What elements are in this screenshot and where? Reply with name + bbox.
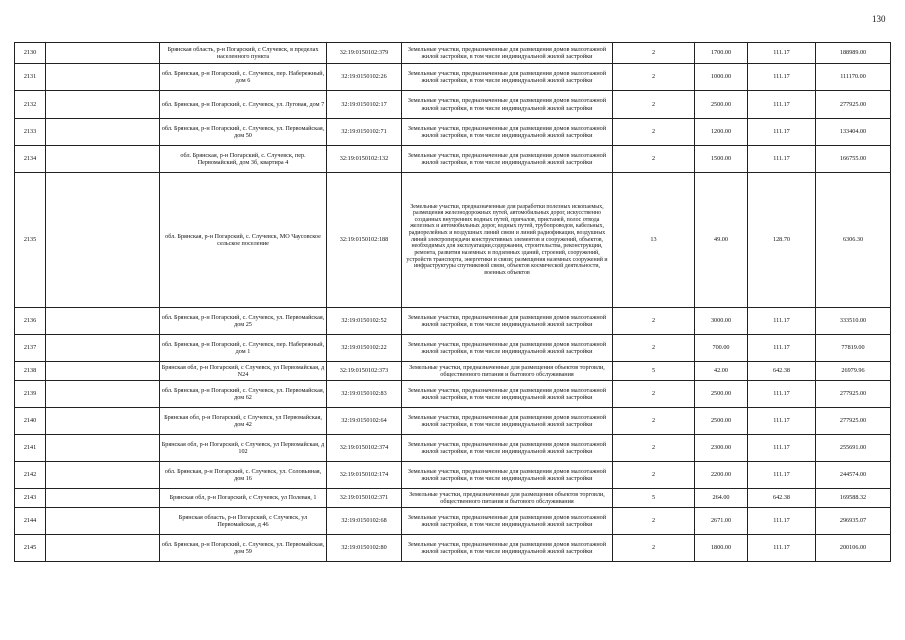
cadastral-value-cell: 244574.00: [816, 462, 891, 489]
cadastral-value-cell: 166755.00: [816, 146, 891, 173]
cadastral-value-cell: 133404.00: [816, 119, 891, 146]
use-group-cell: 2: [613, 308, 695, 335]
area-cell: 1500.00: [695, 146, 748, 173]
use-group-cell: 13: [613, 173, 695, 308]
rate-cell: 111.17: [748, 119, 816, 146]
row-number: 2138: [15, 362, 46, 381]
area-cell: 1000.00: [695, 64, 748, 91]
row-number: 2143: [15, 489, 46, 508]
cadastral-value-cell: 296935.07: [816, 508, 891, 535]
blank-cell: [46, 64, 160, 91]
cadastral-number-cell: 32:19:0150102:188: [327, 173, 402, 308]
blank-cell: [46, 335, 160, 362]
rate-cell: 111.17: [748, 91, 816, 119]
use-group-cell: 5: [613, 489, 695, 508]
area-cell: 2671.00: [695, 508, 748, 535]
blank-cell: [46, 43, 160, 64]
address-cell: обл. Брянская, р-н Погарский, с. Случевск, ул. Первомайская, дом 50: [160, 119, 327, 146]
rate-cell: 111.17: [748, 43, 816, 64]
table-row: [15, 489, 891, 508]
use-group-cell: 2: [613, 91, 695, 119]
address-cell: обл. Брянская, р-н Погарский, с. Случевск, ул. Луговая, дом 7: [160, 91, 327, 119]
cadastral-number-cell: 32:19:0150102:379: [327, 43, 402, 64]
address-cell: Брянская обл, р-н Погарский, с Случевск, ул Первомайская, дом 42: [160, 408, 327, 435]
area-cell: 2500.00: [695, 408, 748, 435]
cadastral-number-cell: 32:19:0150102:132: [327, 146, 402, 173]
table-row: [15, 146, 891, 173]
table-row: [15, 91, 891, 119]
row-number: 2133: [15, 119, 46, 146]
use-group-cell: 2: [613, 535, 695, 562]
address-cell: Брянская обл, р-н Погарский, с Случевск, ул Полевая, 1: [160, 489, 327, 508]
land-use-cell: Земельные участки, предназначенные для размещения объектов торговли, общественного питания и бытового обслуживания: [402, 489, 613, 508]
table-row: [15, 119, 891, 146]
cadastral-number-cell: 32:19:0150102:26: [327, 64, 402, 91]
rate-cell: 111.17: [748, 435, 816, 462]
land-use-cell: Земельные участки, предназначенные для размещения домов малоэтажной жилой застройки, в том числе индивидуальной жилой застройки: [402, 91, 613, 119]
cadastral-number-cell: 32:19:0150102:71: [327, 119, 402, 146]
rate-cell: 111.17: [748, 508, 816, 535]
table-row: [15, 173, 891, 308]
land-use-cell: Земельные участки, предназначенные для размещения домов малоэтажной жилой застройки, в том числе индивидуальной жилой застройки: [402, 408, 613, 435]
rate-cell: 111.17: [748, 64, 816, 91]
row-number: 2141: [15, 435, 46, 462]
land-use-cell: Земельные участки, предназначенные для размещения домов малоэтажной жилой застройки, в том числе индивидуальной жилой застройки: [402, 43, 613, 64]
rate-cell: 642.38: [748, 489, 816, 508]
row-number: 2139: [15, 381, 46, 408]
address-cell: обл. Брянская, р-н Погарский, с. Случевск, пер. Набережный, дом 1: [160, 335, 327, 362]
table-row: [15, 408, 891, 435]
cadastral-value-cell: 26979.96: [816, 362, 891, 381]
area-cell: 2500.00: [695, 381, 748, 408]
row-number: 2145: [15, 535, 46, 562]
land-use-cell: Земельные участки, предназначенные для размещения домов малоэтажной жилой застройки, в том числе индивидуальной жилой застройки: [402, 462, 613, 489]
address-cell: обл. Брянская, р-н Погарский, с. Случевск, ул. Первомайская, дом 59: [160, 535, 327, 562]
row-number: 2140: [15, 408, 46, 435]
area-cell: 1200.00: [695, 119, 748, 146]
table-row: [15, 435, 891, 462]
land-use-cell: Земельные участки, предназначенные для размещения домов малоэтажной жилой застройки, в том числе индивидуальной жилой застройки: [402, 335, 613, 362]
land-use-cell: Земельные участки, предназначенные для разработки полезных ископаемых, размещения железнодорожных путей, автомобильных дорог, искусственно созданных внутренних водных путей, причалов, пристаней, полос отвода железных и автомобильных дорог, водных путей, трубопроводов, кабельных, радиорелейных и воздушных линий связи и линий радиофикации, воздушных линий электропередачи конструктивных элементов и сооружений, объектов, необходимых для эксплуатации,содержания, строительства, реконструкции, ремонта, развития наземных и подземных зданий, строений, сооружений, устройств транспорта, энергетики и связи; размещения наземных сооружений и инфраструктуры спутниковой связи, объектов космической деятельности, военных объектов: [402, 173, 613, 308]
cadastral-value-cell: 111170.00: [816, 64, 891, 91]
row-number: 2135: [15, 173, 46, 308]
cadastral-value-cell: 200106.00: [816, 535, 891, 562]
cadastral-value-cell: 277925.00: [816, 91, 891, 119]
area-cell: 2500.00: [695, 91, 748, 119]
rate-cell: 128.70: [748, 173, 816, 308]
use-group-cell: 5: [613, 362, 695, 381]
use-group-cell: 2: [613, 435, 695, 462]
row-number: 2137: [15, 335, 46, 362]
rate-cell: 111.17: [748, 308, 816, 335]
cadastral-number-cell: 32:19:0150102:80: [327, 535, 402, 562]
cadastral-value-cell: 333510.00: [816, 308, 891, 335]
area-cell: 1700.00: [695, 43, 748, 64]
cadastral-number-cell: 32:19:0150102:17: [327, 91, 402, 119]
blank-cell: [46, 119, 160, 146]
blank-cell: [46, 381, 160, 408]
row-number: 2144: [15, 508, 46, 535]
use-group-cell: 2: [613, 43, 695, 64]
land-use-cell: Земельные участки, предназначенные для размещения домов малоэтажной жилой застройки, в том числе индивидуальной жилой застройки: [402, 119, 613, 146]
area-cell: 2300.00: [695, 435, 748, 462]
cadastral-value-cell: 277925.00: [816, 408, 891, 435]
table-row: [15, 508, 891, 535]
cadastral-number-cell: 32:19:0150102:52: [327, 308, 402, 335]
land-use-cell: Земельные участки, предназначенные для размещения домов малоэтажной жилой застройки, в том числе индивидуальной жилой застройки: [402, 435, 613, 462]
area-cell: 49.00: [695, 173, 748, 308]
blank-cell: [46, 91, 160, 119]
cadastral-number-cell: 32:19:0150102:174: [327, 462, 402, 489]
rate-cell: 111.17: [748, 408, 816, 435]
area-cell: 42.00: [695, 362, 748, 381]
table-row: [15, 362, 891, 381]
address-cell: обл. Брянская, р-н Погарский, с. Случевск, пер. Первомайский, дом 3б, квартира 4: [160, 146, 327, 173]
rate-cell: 111.17: [748, 535, 816, 562]
blank-cell: [46, 146, 160, 173]
use-group-cell: 2: [613, 508, 695, 535]
use-group-cell: 2: [613, 335, 695, 362]
blank-cell: [46, 308, 160, 335]
cadastral-value-cell: 6306.30: [816, 173, 891, 308]
rate-cell: 111.17: [748, 335, 816, 362]
row-number: 2142: [15, 462, 46, 489]
address-cell: обл. Брянская, р-н Погарский, с. Случевск, ул. Первомайская, дом 62: [160, 381, 327, 408]
table-row: [15, 64, 891, 91]
cadastral-value-cell: 77819.00: [816, 335, 891, 362]
land-use-cell: Земельные участки, предназначенные для размещения домов малоэтажной жилой застройки, в том числе индивидуальной жилой застройки: [402, 508, 613, 535]
use-group-cell: 2: [613, 64, 695, 91]
address-cell: обл. Брянская, р-н Погарский, с. Случевск, пер. Набережный, дом 6: [160, 64, 327, 91]
cadastral-value-cell: 255691.00: [816, 435, 891, 462]
cadastral-number-cell: 32:19:0150102:371: [327, 489, 402, 508]
land-use-cell: Земельные участки, предназначенные для размещения объектов торговли, общественного питания и бытового обслуживания: [402, 362, 613, 381]
area-cell: 1800.00: [695, 535, 748, 562]
use-group-cell: 2: [613, 408, 695, 435]
land-use-cell: Земельные участки, предназначенные для размещения домов малоэтажной жилой застройки, в том числе индивидуальной жилой застройки: [402, 535, 613, 562]
rate-cell: 111.17: [748, 146, 816, 173]
row-number: 2136: [15, 308, 46, 335]
land-use-cell: Земельные участки, предназначенные для размещения домов малоэтажной жилой застройки, в том числе индивидуальной жилой застройки: [402, 308, 613, 335]
table-row: [15, 381, 891, 408]
cadastral-number-cell: 32:19:0150102:83: [327, 381, 402, 408]
cadastral-value-cell: 169588.32: [816, 489, 891, 508]
address-cell: Брянская область, р-н Погарский, с Случевск, ул Первомайская, д 46: [160, 508, 327, 535]
table-row: [15, 308, 891, 335]
cadastral-number-cell: 32:19:0150102:22: [327, 335, 402, 362]
use-group-cell: 2: [613, 119, 695, 146]
address-cell: обл. Брянская, р-н Погарский, с. Случевск, МО Чаусовское сельское поселение: [160, 173, 327, 308]
page-number: 130: [872, 14, 886, 24]
area-cell: 700.00: [695, 335, 748, 362]
row-number: 2130: [15, 43, 46, 64]
table-row: [15, 335, 891, 362]
row-number: 2134: [15, 146, 46, 173]
land-use-cell: Земельные участки, предназначенные для размещения домов малоэтажной жилой застройки, в том числе индивидуальной жилой застройки: [402, 146, 613, 173]
table-row: [15, 43, 891, 64]
table-row: [15, 535, 891, 562]
use-group-cell: 2: [613, 381, 695, 408]
address-cell: Брянская обл, р-н Погарский, с Случевск, ул Первомайская, д N24: [160, 362, 327, 381]
row-number: 2131: [15, 64, 46, 91]
blank-cell: [46, 489, 160, 508]
use-group-cell: 2: [613, 462, 695, 489]
blank-cell: [46, 173, 160, 308]
cadastral-number-cell: 32:19:0150102:64: [327, 408, 402, 435]
cadastral-value-cell: 188989.00: [816, 43, 891, 64]
blank-cell: [46, 535, 160, 562]
land-use-cell: Земельные участки, предназначенные для размещения домов малоэтажной жилой застройки, в том числе индивидуальной жилой застройки: [402, 64, 613, 91]
rate-cell: 642.38: [748, 362, 816, 381]
area-cell: 2200.00: [695, 462, 748, 489]
area-cell: 264.00: [695, 489, 748, 508]
cadastral-number-cell: 32:19:0150102:373: [327, 362, 402, 381]
blank-cell: [46, 362, 160, 381]
address-cell: обл. Брянская, р-н Погарский, с. Случевск, ул. Соловьиная, дом 16: [160, 462, 327, 489]
address-cell: Брянская обл, р-н Погарский, с Случевск, ул Первомайская, д 102: [160, 435, 327, 462]
blank-cell: [46, 508, 160, 535]
row-number: 2132: [15, 91, 46, 119]
cadastral-number-cell: 32:19:0150102:68: [327, 508, 402, 535]
cadastral-value-cell: 277925.00: [816, 381, 891, 408]
rate-cell: 111.17: [748, 381, 816, 408]
use-group-cell: 2: [613, 146, 695, 173]
rate-cell: 111.17: [748, 462, 816, 489]
blank-cell: [46, 408, 160, 435]
land-use-cell: Земельные участки, предназначенные для размещения домов малоэтажной жилой застройки, в том числе индивидуальной жилой застройки: [402, 381, 613, 408]
address-cell: Брянская область, р-н Погарский, с Случевск, в пределах населенного пункта: [160, 43, 327, 64]
cadastral-number-cell: 32:19:0150102:374: [327, 435, 402, 462]
area-cell: 3000.00: [695, 308, 748, 335]
address-cell: обл. Брянская, р-н Погарский, с. Случевск, ул. Первомайская, дом 25: [160, 308, 327, 335]
blank-cell: [46, 462, 160, 489]
land-registry-table: [14, 42, 891, 562]
blank-cell: [46, 435, 160, 462]
table-row: [15, 462, 891, 489]
